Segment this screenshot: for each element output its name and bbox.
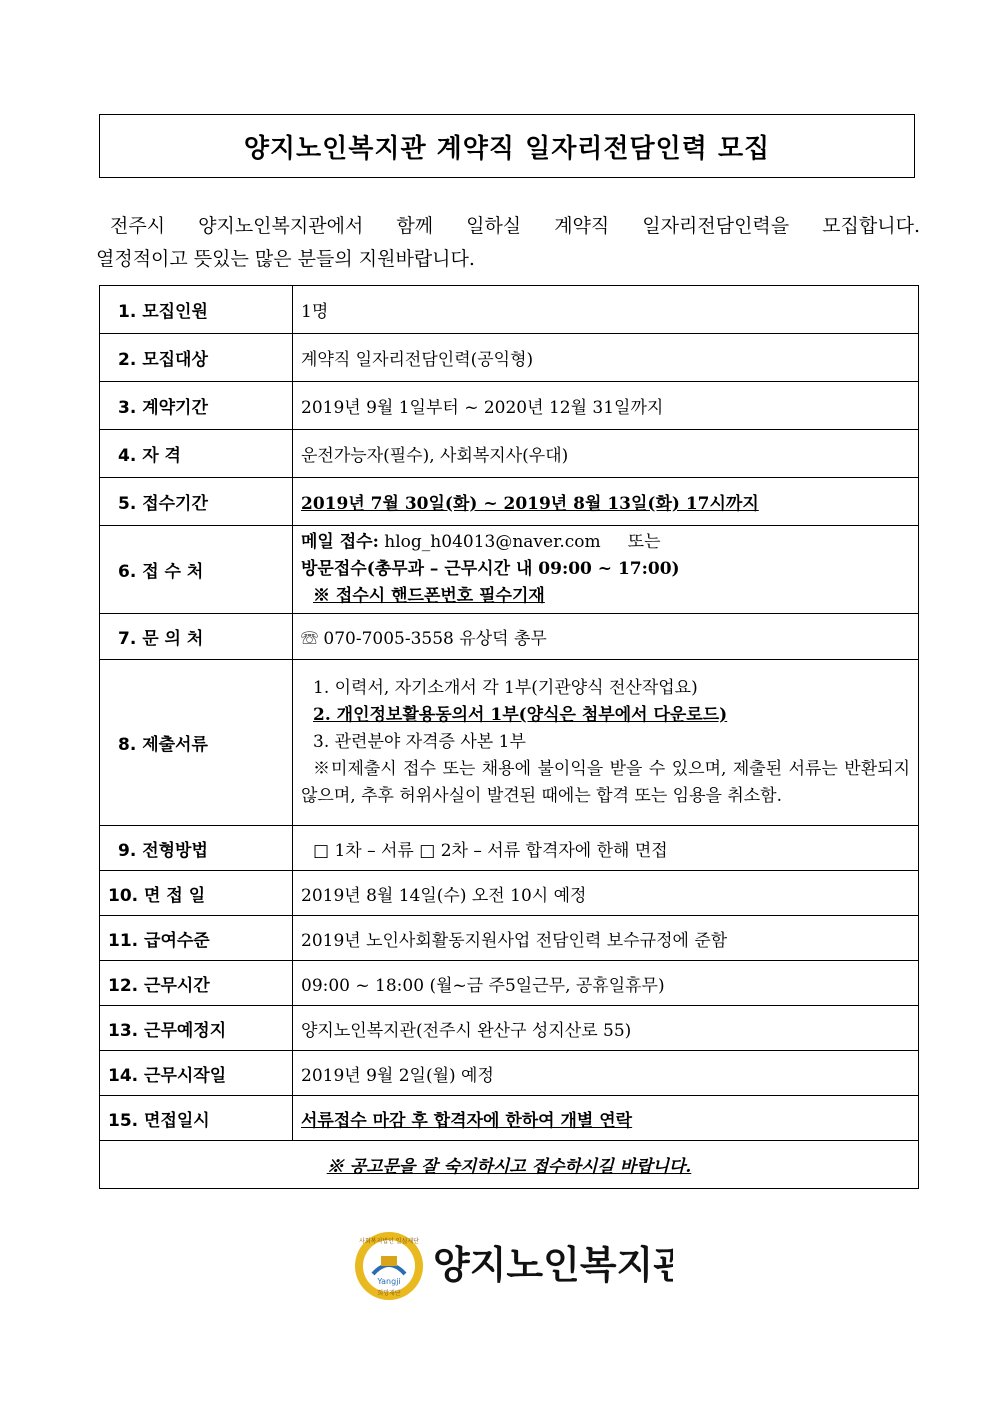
doc-item: 2. 개인정보활용동의서 1부(양식은 첨부에서 다운로드) <box>313 705 728 725</box>
doc-item: 1. 이력서, 자기소개서 각 1부(기관양식 전산작업요) <box>313 678 698 698</box>
row-value: 2019년 노인사회활동지원사업 전담인력 보수규정에 준함 <box>293 916 919 961</box>
closing-notice: ※ 공고문을 잘 숙지하시고 접수하시길 바랍니다. <box>100 1141 919 1189</box>
emblem-bottom-text: 희망재단 <box>377 1290 401 1297</box>
row-value: 2019년 9월 1일부터 ~ 2020년 12월 31일까지 <box>293 382 919 430</box>
row-label: 7. 문 의 처 <box>100 614 293 660</box>
row-label: 13. 근무예정지 <box>100 1006 293 1051</box>
visit-line: 방문접수(총무과 – 근무시간 내 09:00 ~ 17:00) <box>301 559 680 579</box>
row-label: 8. 제출서류 <box>100 660 293 826</box>
row-label: 9. 전형방법 <box>100 826 293 871</box>
table-row <box>100 526 919 614</box>
recruitment-table <box>99 285 919 1189</box>
row-label: 1. 모집인원 <box>100 286 293 334</box>
row-label: 15. 면접일시 <box>100 1096 293 1141</box>
logo-emblem-icon <box>353 1226 673 1306</box>
row-value <box>293 526 919 614</box>
interview-notice-value: 서류접수 마감 후 합격자에 한하여 개별 연락 <box>293 1096 919 1141</box>
intro-paragraph <box>96 210 920 276</box>
row-label: 3. 계약기간 <box>100 382 293 430</box>
row-label: 4. 자 격 <box>100 430 293 478</box>
row-value: 계약직 일자리전담인력(공익형) <box>293 334 919 382</box>
table-row <box>100 430 919 478</box>
email-or: 또는 <box>627 532 661 552</box>
row-label: 12. 근무시간 <box>100 961 293 1006</box>
row-value: □ 1차 – 서류 □ 2차 – 서류 합격자에 한해 면접 <box>293 826 919 871</box>
doc-item: 3. 관련분야 자격증 사본 1부 <box>313 732 526 752</box>
row-value: 1명 <box>293 286 919 334</box>
row-value: 09:00 ~ 18:00 (월~금 주5일근무, 공휴일휴무) <box>293 961 919 1006</box>
table-row <box>100 478 919 526</box>
table-row <box>100 660 919 826</box>
row-value: 2019년 8월 14일(수) 오전 10시 예정 <box>293 871 919 916</box>
table-row <box>100 1096 919 1141</box>
row-value <box>293 660 919 826</box>
row-value: 운전가능자(필수), 사회복지사(우대) <box>293 430 919 478</box>
table-row <box>100 334 919 382</box>
row-value: 양지노인복지관(전주시 완산구 성지산로 55) <box>293 1006 919 1051</box>
table-row <box>100 1141 919 1189</box>
emblem-top-text: 사회복지법인 일심재단 <box>359 1238 419 1245</box>
row-label: 2. 모집대상 <box>100 334 293 382</box>
intro-line-2: 열정적이고 뜻있는 많은 분들의 지원바랍니다. <box>96 248 475 270</box>
table-row <box>100 614 919 660</box>
doc-note: ※미제출시 접수 또는 채용에 불이익을 받을 수 있으며, 제출된 서류는 반환되지 않으며, 추후 허위사실이 발견된 때에는 합격 또는 임용을 취소함. <box>301 759 910 806</box>
row-label: 6. 접 수 처 <box>100 526 293 614</box>
emblem-mid-text: Yangji <box>377 1277 401 1286</box>
table-row <box>100 382 919 430</box>
row-value: ☏ 070-7005-3558 유상덕 총무 <box>293 614 919 660</box>
table-row <box>100 286 919 334</box>
table-row <box>100 1006 919 1051</box>
table-row <box>100 916 919 961</box>
row-value: 2019년 9월 2일(월) 예정 <box>293 1051 919 1096</box>
email-line <box>301 529 910 556</box>
page-title: 양지노인복지관 계약직 일자리전담인력 모집 <box>243 133 771 164</box>
row-label: 14. 근무시작일 <box>100 1051 293 1096</box>
intro-line-1: 전주시 양지노인복지관에서 함께 일하실 계약직 일자리전담인력을 모집합니다. <box>110 215 920 237</box>
table-row <box>100 826 919 871</box>
phone-note: ※ 접수시 핸드폰번호 필수기재 <box>313 586 545 606</box>
row-label: 5. 접수기간 <box>100 478 293 526</box>
table-row <box>100 961 919 1006</box>
application-period-value: 2019년 7월 30일(화) ~ 2019년 8월 13일(화) 17시까지 <box>293 478 919 526</box>
row-label: 11. 급여수준 <box>100 916 293 961</box>
logo <box>353 1226 673 1306</box>
logo-name: 양지노인복지관 <box>433 1243 673 1287</box>
email-label: 메일 접수: <box>301 532 379 552</box>
title-box <box>99 114 915 178</box>
table-row <box>100 871 919 916</box>
table-row <box>100 1051 919 1096</box>
email-address: hlog_h04013@naver.com <box>384 532 601 552</box>
row-label: 10. 면 접 일 <box>100 871 293 916</box>
